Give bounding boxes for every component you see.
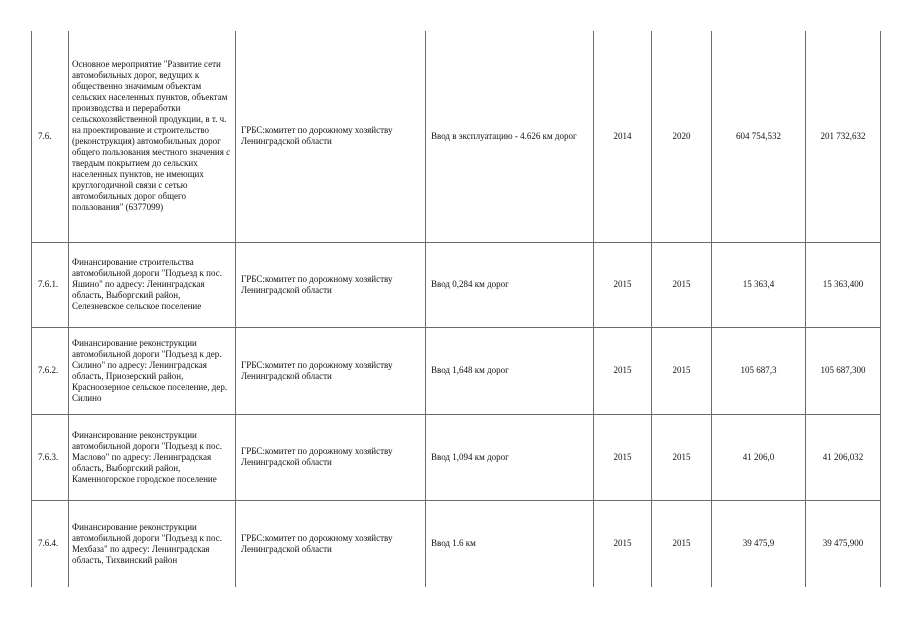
table-row [32,242,881,327]
grbs-cell: ГРБС:комитет по дорожному хозяйству Ленинградской области [236,31,426,242]
end-year: 2015 [652,327,712,414]
activity-name: Финансирование реконструкции автомобильной дороги "Подъезд к пос. Мехбаза" по адресу: Ленинградская область, Тихвинский район [69,500,236,587]
grbs-cell: ГРБС:комитет по дорожному хозяйству Ленинградской области [236,414,426,500]
expected-result: Ввод 1.6 км [426,500,594,587]
table-row [32,327,881,414]
total-amount: 604 754,532 [712,31,806,242]
start-year: 2015 [594,414,652,500]
item-number: 7.6. [32,31,69,242]
period-amount: 41 206,032 [806,414,881,500]
table-row [32,414,881,500]
end-year: 2015 [652,414,712,500]
activity-name: Финансирование реконструкции автомобильной дороги "Подъезд к пос. Маслово" по адресу: Ленинградская область, Выборгский район, Каменногорское городское поселение [69,414,236,500]
item-number: 7.6.4. [32,500,69,587]
table-row [32,500,881,587]
grbs-cell: ГРБС:комитет по дорожному хозяйству Ленинградской области [236,327,426,414]
grbs-cell: ГРБС:комитет по дорожному хозяйству Ленинградской области [236,242,426,327]
item-number: 7.6.2. [32,327,69,414]
expected-result: Ввод 1,094 км дорог [426,414,594,500]
total-amount: 39 475,9 [712,500,806,587]
table-row [32,31,881,242]
total-amount: 15 363,4 [712,242,806,327]
start-year: 2015 [594,327,652,414]
start-year: 2014 [594,31,652,242]
period-amount: 39 475,900 [806,500,881,587]
period-amount: 201 732,632 [806,31,881,242]
end-year: 2015 [652,500,712,587]
expected-result: Ввод 0,284 км дорог [426,242,594,327]
activity-name: Финансирование реконструкции автомобильной дороги "Подъезд к дер. Силино" по адресу: Ленинградская область, Приозерский район, Красноозерное сельское поселение, дер. Силино [69,327,236,414]
expected-result: Ввод 1,648 км дорог [426,327,594,414]
total-amount: 105 687,3 [712,327,806,414]
grbs-cell: ГРБС:комитет по дорожному хозяйству Ленинградской области [236,500,426,587]
total-amount: 41 206,0 [712,414,806,500]
start-year: 2015 [594,500,652,587]
period-amount: 15 363,400 [806,242,881,327]
item-number: 7.6.3. [32,414,69,500]
end-year: 2020 [652,31,712,242]
item-number: 7.6.1. [32,242,69,327]
program-table [31,31,881,587]
expected-result: Ввод в эксплуатацию - 4.626 км дорог [426,31,594,242]
period-amount: 105 687,300 [806,327,881,414]
start-year: 2015 [594,242,652,327]
activity-name: Финансирование строительства автомобильной дороги "Подъезд к пос. Яшино" по адресу: Ленинградская область, Выборгский район, Селезневское сельское поселение [69,242,236,327]
end-year: 2015 [652,242,712,327]
activity-name: Основное мероприятие "Развитие сети автомобильных дорог, ведущих к общественно значимым объектам сельских населенных пунктов, объектам производства и переработки сельскохозяйственной продукции, в т. ч. на проектирование и строительство (реконструкция) автомобильных дорог общего пользования местного значения с твердым покрытием до сельских населенных пунктов, не имеющих круглогодичной связи с сетью автомобильных дорог общего пользования" (6377099) [69,31,236,242]
